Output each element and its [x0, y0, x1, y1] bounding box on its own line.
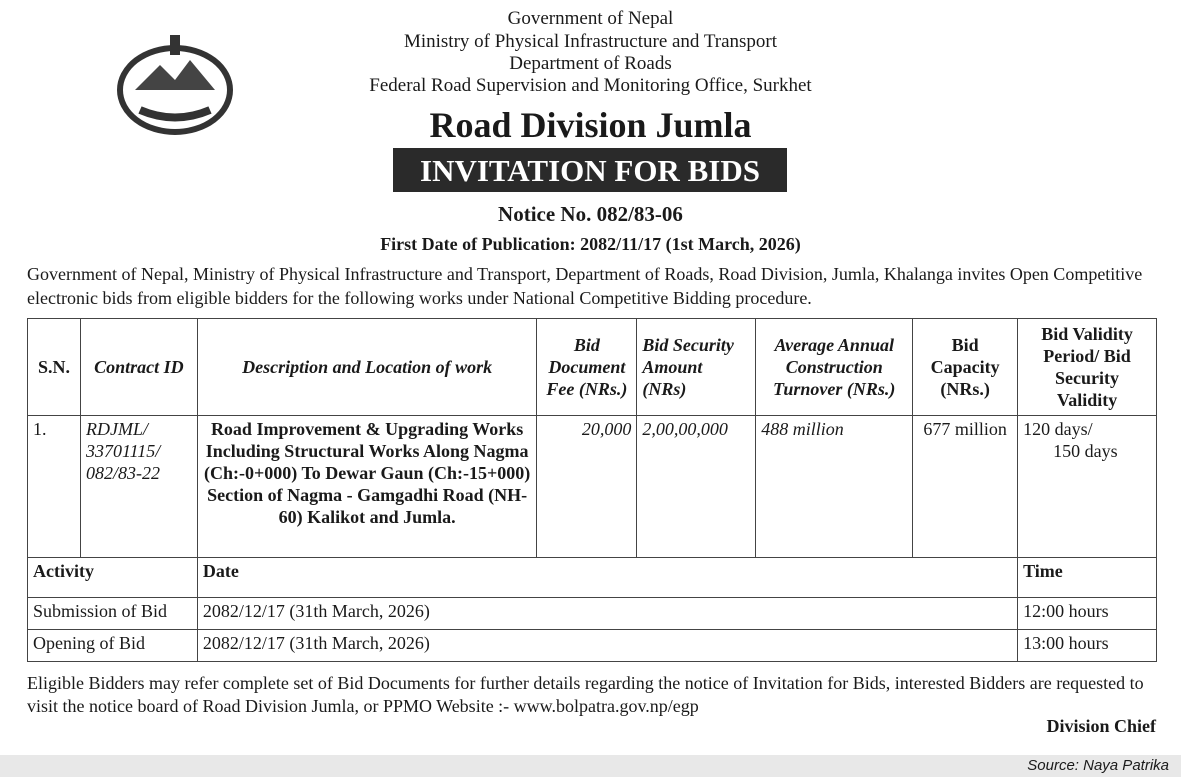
description: Road Improvement & Upgrading Works Including Structural Works Along Nagma (Ch:-0+000) To Dewar Gaun (Ch:-15+000) Section of Nagma - Gamgadhi Road (NH-60) Kalikot and Jumla. [197, 416, 536, 558]
footer-text: Eligible Bidders may refer complete set of Bid Documents for further details regarding the notice of Invitation for Bids, interested Bidders are requested to visit the notice board of Road Division Jumla, or PPMO Website :- www.bolpatra.gov.np/egp [27, 673, 1144, 716]
time: 12:00 hours [1018, 598, 1157, 630]
col-header: Activity [28, 558, 198, 598]
activity-header-row [28, 558, 1157, 598]
time: 13:00 hours [1018, 630, 1157, 662]
header-line: Department of Roads [509, 53, 672, 74]
activity: Submission of Bid [28, 598, 198, 630]
source-text: Source: Naya Patrika [1027, 757, 1169, 774]
intro-text: Government of Nepal, Ministry of Physical Infrastructure and Transport, Department of Roads, Road Division, Jumla, Khalanga invites Open Competitive electronic bids from eligible bidders for the following works under National Competitive Bidding procedure. [27, 264, 1143, 308]
col-header: Bid Document Fee (NRs.) [537, 319, 637, 416]
source-bar [0, 755, 1181, 777]
date: 2082/12/17 (31th March, 2026) [197, 630, 1017, 662]
header-line: Ministry of Physical Infrastructure and Transport [403, 31, 778, 52]
banner: INVITATION FOR BIDS [393, 148, 787, 192]
signature: Division Chief [1046, 716, 1156, 736]
bid-security: 2,00,00,000 [637, 416, 756, 558]
validity-period: 120 days/ [1023, 419, 1093, 439]
table-row [28, 598, 1157, 630]
bid-table [27, 318, 1157, 662]
turnover: 488 million [756, 416, 913, 558]
table-row [28, 416, 1157, 558]
col-header: Bid Capacity (NRs.) [913, 319, 1018, 416]
table-header-row [28, 319, 1157, 416]
header-line: Federal Road Supervision and Monitoring Office, Surkhet [369, 75, 812, 96]
contract-id: RDJML/ 33701115/ 082/83-22 [80, 416, 197, 558]
sn: 1. [28, 416, 81, 558]
notice-number: Notice No. 082/83-06 [498, 202, 683, 226]
col-header: Bid Validity Period/ Bid Security Validity [1018, 319, 1157, 416]
col-header: Description and Location of work [197, 319, 536, 416]
col-header: Time [1018, 558, 1157, 598]
col-header: S.N. [28, 319, 81, 416]
security-validity: 150 days [1053, 441, 1118, 461]
page-title: Road Division Jumla [429, 105, 752, 145]
activity: Opening of Bid [28, 630, 198, 662]
col-header: Average Annual Construction Turnover (NRs.) [756, 319, 913, 416]
bid-capacity: 677 million [913, 416, 1018, 558]
bid-fee: 20,000 [537, 416, 637, 558]
table-row [28, 630, 1157, 662]
col-header: Contract ID [80, 319, 197, 416]
bid-validity [1018, 416, 1157, 558]
date: 2082/12/17 (31th March, 2026) [197, 598, 1017, 630]
header-line: Government of Nepal [507, 8, 674, 29]
col-header: Date [197, 558, 1017, 598]
col-header: Bid Security Amount (NRs) [637, 319, 756, 416]
publication-date: First Date of Publication: 2082/11/17 (1st March, 2026) [380, 234, 801, 254]
